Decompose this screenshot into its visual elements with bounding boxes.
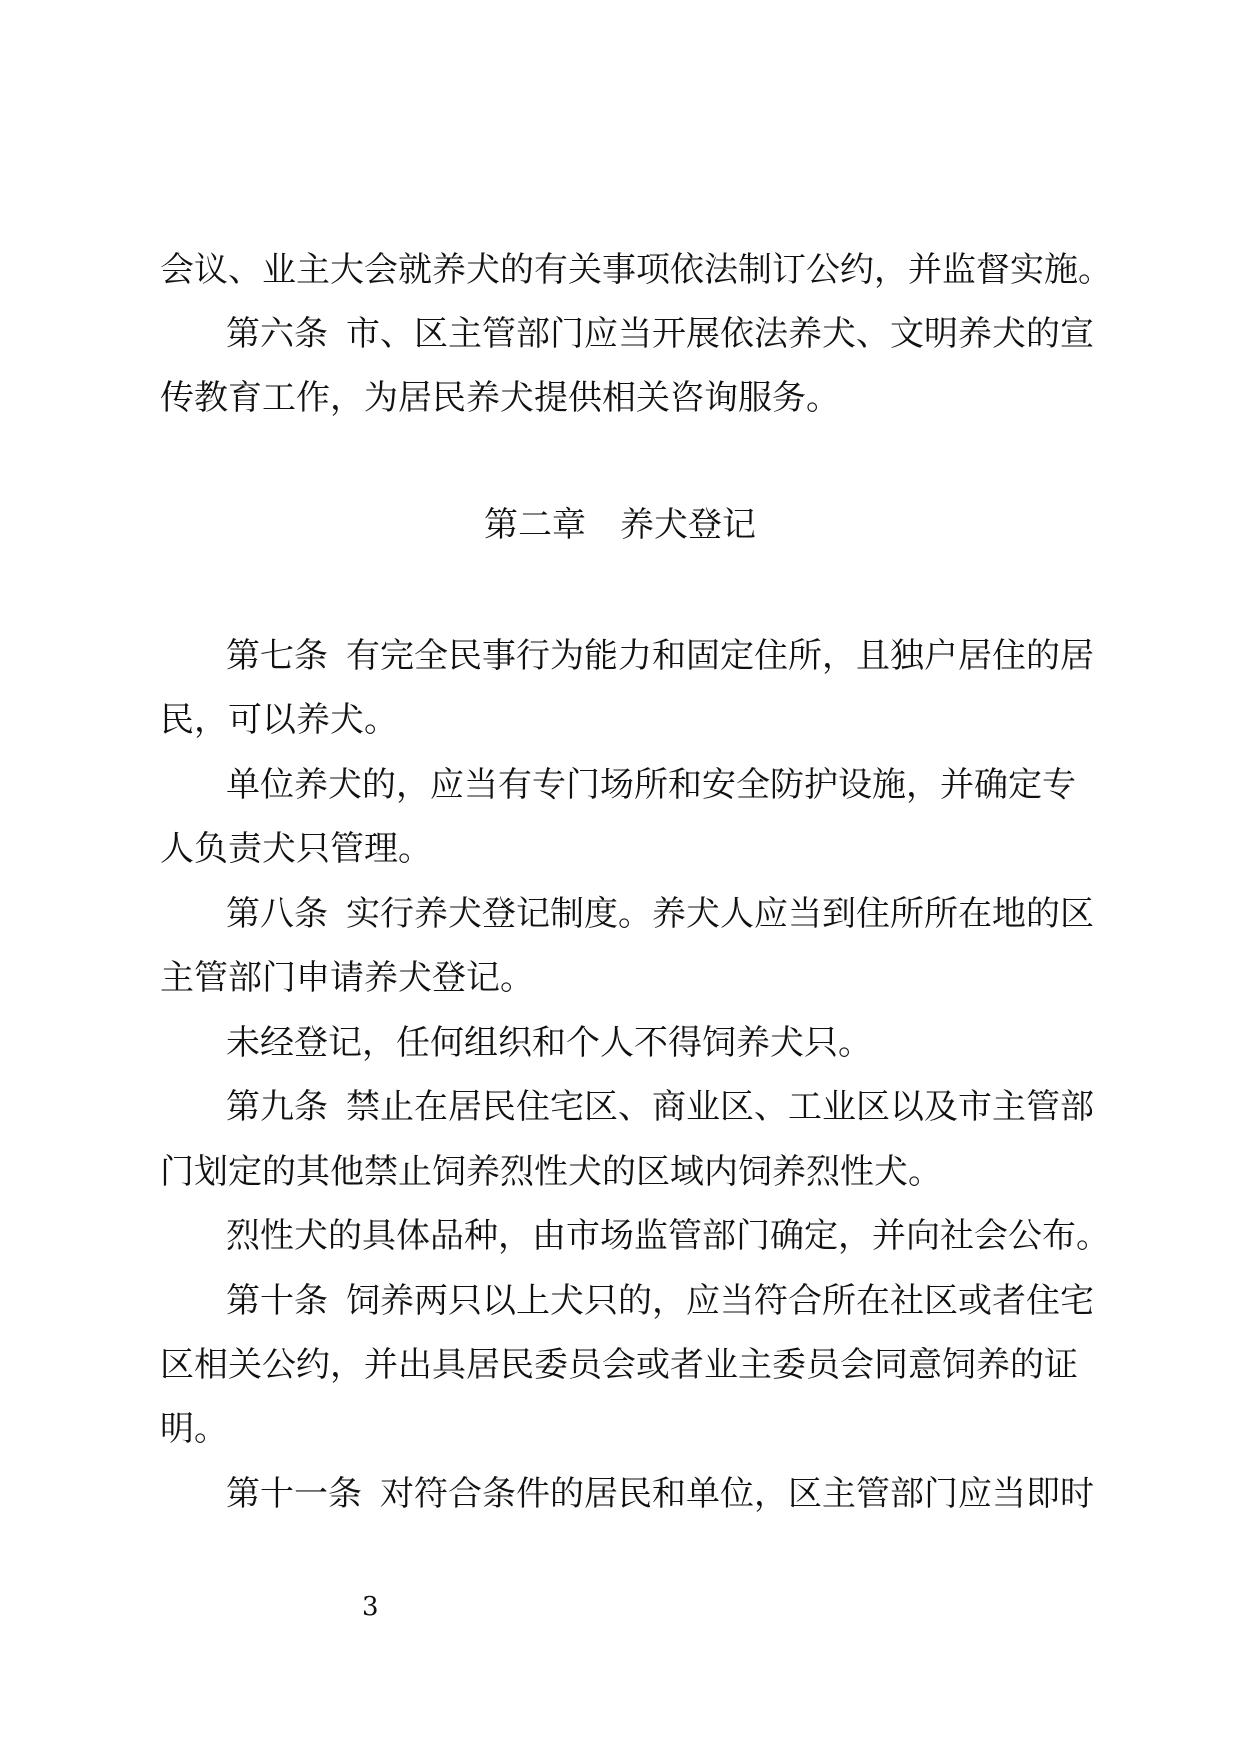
line-text: 有完全民事行为能力和固定住所，且独户居住的居 xyxy=(346,636,1094,676)
line-text: 禁止在居民住宅区、商业区、工业区以及市主管部 xyxy=(346,1087,1094,1127)
article-number: 第八条 xyxy=(226,894,328,934)
chapter-heading: 第二章 养犬登记 xyxy=(484,505,756,545)
line-text: 区相关公约，并出具居民委员会或者业主委员会同意饲养的证 xyxy=(160,1345,1078,1385)
paragraph-line xyxy=(226,1021,1086,1065)
article-number: 第九条 xyxy=(226,1087,328,1127)
line-text: 明。 xyxy=(160,1409,228,1449)
line-text: 烈性犬的具体品种，由市场监管部门确定，并向社会公布。 xyxy=(226,1216,1110,1256)
line-text: 传教育工作，为居民养犬提供相关咨询服务。 xyxy=(160,378,840,418)
line-text: 人负责犬只管理。 xyxy=(160,829,432,869)
paragraph-line xyxy=(160,1407,1080,1451)
article-10-line xyxy=(226,1279,1094,1323)
paragraph-line xyxy=(226,1214,1110,1258)
article-7-line xyxy=(226,634,1094,678)
line-text: 会议、业主大会就养犬的有关事项依法制订公约，并监督实施。 xyxy=(160,250,1112,290)
paragraph-line xyxy=(160,1343,1080,1387)
article-6-line xyxy=(226,312,1094,356)
line-text: 民，可以养犬。 xyxy=(160,700,398,740)
paragraph-line xyxy=(160,698,1080,742)
line-text: 主管部门申请养犬登记。 xyxy=(160,958,534,998)
paragraph-line xyxy=(160,827,1080,871)
page-number: 3 xyxy=(362,1592,379,1622)
paragraph-line xyxy=(160,248,1112,292)
article-number: 第六条 xyxy=(226,314,328,354)
line-text: 单位养犬的，应当有专门场所和安全防护设施，并确定专 xyxy=(226,765,1076,805)
paragraph-line xyxy=(160,1150,1080,1194)
article-9-line xyxy=(226,1085,1094,1129)
paragraph-line xyxy=(226,763,1086,807)
line-text: 市、区主管部门应当开展依法养犬、文明养犬的宣 xyxy=(346,314,1094,354)
article-11-line xyxy=(226,1472,1094,1516)
line-text: 未经登记，任何组织和个人不得饲养犬只。 xyxy=(226,1023,872,1063)
article-number: 第七条 xyxy=(226,636,328,676)
line-text: 对符合条件的居民和单位，区主管部门应当即时 xyxy=(380,1474,1094,1514)
article-8-line xyxy=(226,892,1094,936)
article-number: 第十一条 xyxy=(226,1474,362,1514)
paragraph-line xyxy=(160,376,1080,420)
line-text: 门划定的其他禁止饲养烈性犬的区域内饲养烈性犬。 xyxy=(160,1152,942,1192)
paragraph-line xyxy=(160,956,1080,1000)
line-text: 实行养犬登记制度。养犬人应当到住所所在地的区 xyxy=(346,894,1094,934)
line-text: 饲养两只以上犬只的，应当符合所在社区或者住宅 xyxy=(346,1281,1094,1321)
article-number: 第十条 xyxy=(226,1281,328,1321)
